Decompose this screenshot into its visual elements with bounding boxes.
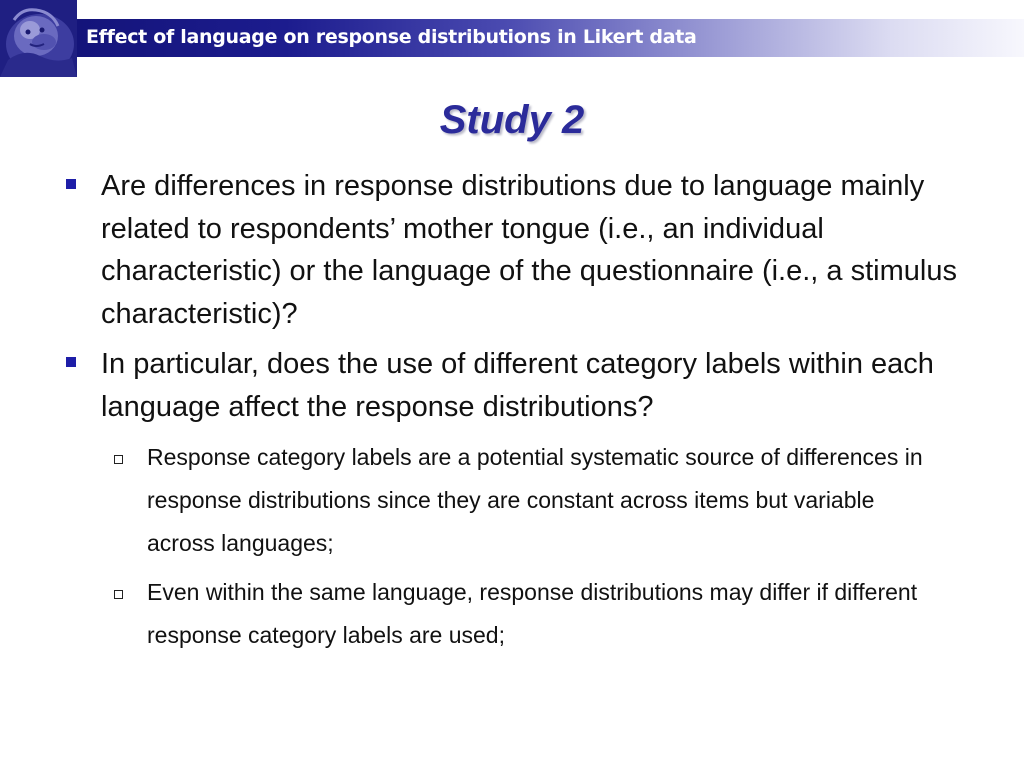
square-bullet-icon	[66, 179, 76, 189]
sub-bullet-text: Even within the same language, response distributions may differ if different response category labels are used;	[147, 579, 918, 648]
sub-bullet-item	[0, 436, 1024, 565]
bullet-item	[0, 165, 1024, 335]
bullet-text: Are differences in response distributions due to language mainly related to respondents’ mother tongue (i.e., an individual characteristic) or the language of the questionnaire (i.e., a stimulus characteristic)?	[101, 170, 957, 330]
header-title: Effect of language on response distributions in Likert data	[86, 26, 697, 48]
sub-bullet-text: Response category labels are a potential systematic source of differences in response distributions since they are constant across items but variable across languages;	[147, 444, 923, 556]
hollow-square-bullet-icon	[114, 455, 123, 464]
header-band	[0, 0, 1024, 78]
square-bullet-icon	[66, 357, 76, 367]
bullet-item	[0, 343, 1024, 428]
slide-content	[0, 165, 1024, 659]
slide-title: Study 2	[439, 98, 585, 142]
bullet-text: In particular, does the use of different category labels within each language affect the response distributions?	[101, 348, 934, 423]
lion-statue-logo-icon	[0, 0, 77, 77]
sub-bullet-item	[0, 571, 1024, 657]
hollow-square-bullet-icon	[114, 590, 123, 599]
